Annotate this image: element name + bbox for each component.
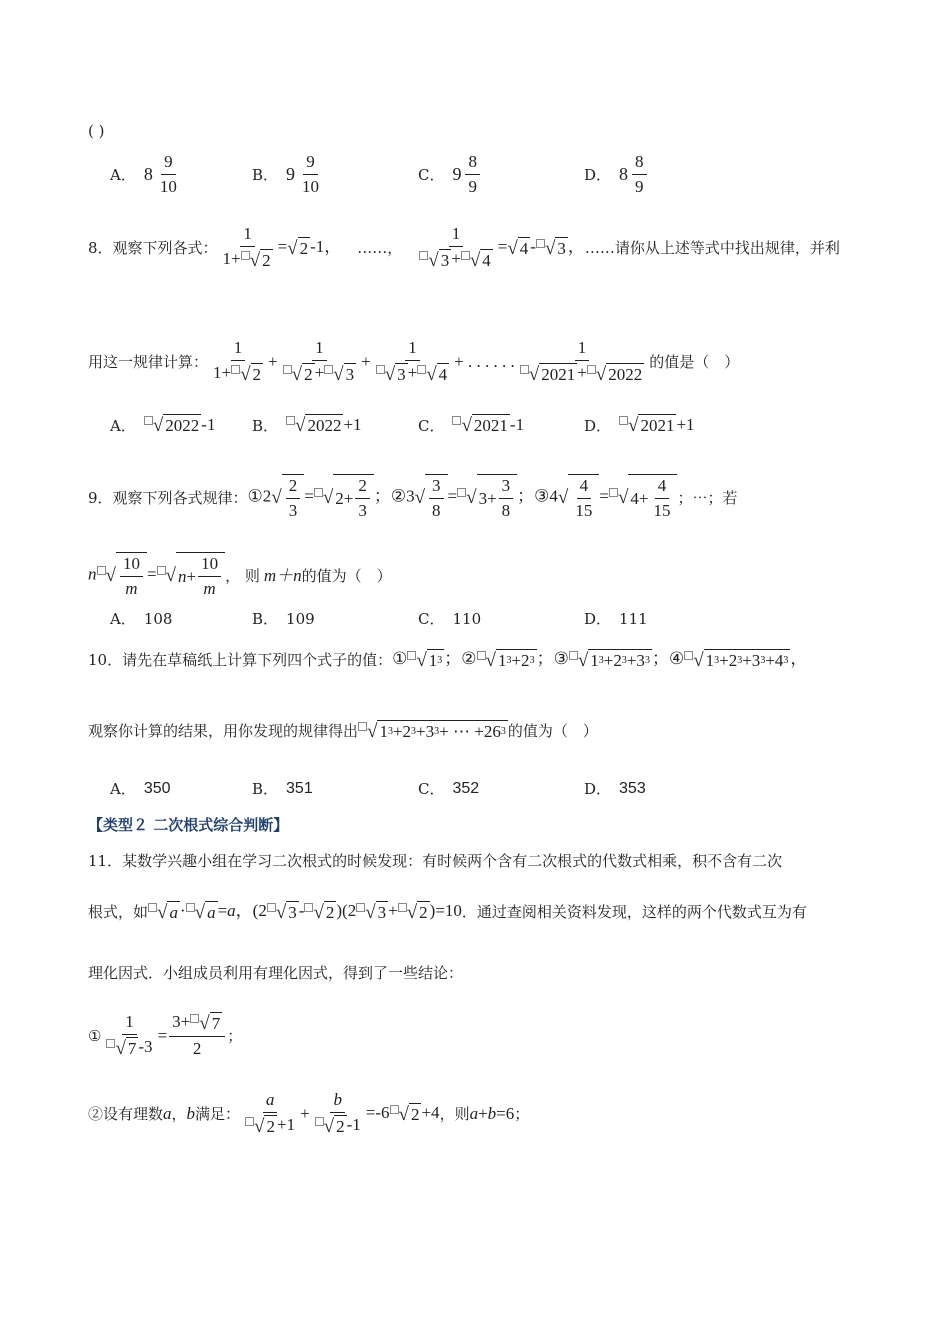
radicand: 2021 [473,416,508,435]
option-value: 109 [286,609,315,628]
radicand: 2022 [307,416,342,435]
item2-end: ； [514,1104,530,1123]
q9-line1: 9．观察下列各式规律： ①2 √ $\frac{2}{3}$ = √ 2+ $\frac{2}{3}$ ； ②3 √ $\frac{3}{8}$ = √ 3+ $\frac{3}{8}$ ； ③4 √ $\frac{4}{15}$ = √ 4+ $\frac{4}{15}$ ；⋯；若 [88,476,738,520]
q10-line1: 10．请先在草稿纸上计算下列四个式子的值： ① √ 1 3 ； ② √ 1 3 +2 3 ； ③ √ 1 3 +2 3 +3 3 ； ④ √ 1 3 +2 3 +3 3 +4 3 ， [88,649,808,671]
frac-num: 8 [465,152,480,175]
q8-option-b[interactable]: B． √ 2022 +1 [252,414,362,436]
q8-stem: 8．观察下列各式： [88,238,218,257]
option-tail: -1 [201,415,216,434]
q7-options [110,152,810,202]
q7-option-b[interactable] [252,152,324,197]
option-tail: -1 [509,415,525,434]
mixed-whole: 9 [286,164,296,184]
frac-den: 9 [635,177,644,196]
q11-line1: 11．某数学兴趣小组在学习二次根式的时候发现：有时候两个含有二次根式的代数式相乘，积不含有二次 [88,852,783,870]
q9-stem: 9．观察下列各式规律： [88,488,248,507]
option-letter: B． [252,610,279,628]
q10-line2: 观察你计算的结果，用你发现的规律得出 √ 1 3 +2 3 +3 3 + ⋯ +26 3 的值为（ ） [88,720,598,742]
item2-stem: ②设有理数 [88,1104,164,1123]
q9-option-b[interactable] [252,608,315,629]
q10-stem: 10．请先在草稿纸上计算下列四个式子的值： [88,650,393,669]
option-letter: D． [584,780,612,798]
frac-den: 9 [468,177,477,196]
option-tail: +1 [676,415,695,434]
q8-option-c[interactable]: C． √ 2021 -1 [418,414,525,436]
q9-expression: m＋n [263,565,302,585]
option-value: 350 [143,779,171,797]
q8-sum-last: 1 √ 2021 + √ 2022 [517,338,647,385]
mixed-whole: 9 [452,164,462,184]
q9-option-a[interactable] [110,608,172,629]
section-title: 【类型２ 二次根式综合判断】 [88,816,289,834]
q8-dots: ……， [357,238,403,257]
radicand: 2021 [640,416,675,435]
q8-sum-term1: 1 1+ √ 2 [213,338,262,385]
q8-option-a[interactable]: A． √ 2022 -1 [110,414,216,436]
frac-den: 10 [159,177,177,196]
q11-line3: 理化因式．小组成员利用有理化因式，得到了一些结论： [88,964,464,982]
radicand: 2022 [165,416,200,435]
q8-example2: 1 √ 3 + √ 4 [416,224,495,271]
q9-line2: n √ $\frac{10}{m}$ = √ n + $\frac{10}{m}$ ， 则 m＋n 的值为（ ） [88,554,392,598]
frac-num: 9 [303,152,318,175]
q11-line2: 根式，如 √ a · √ a =a， (2 √ 3 - √ 2 )(2 √ 3 + √ 2 )=10 ．通过查阅相关资料发现，这样的两个代数式互为有 [88,901,807,923]
item2-then: ，则 [439,1104,470,1123]
option-letter: D． [584,166,612,184]
q8-option-d[interactable]: D． √ 2021 +1 [584,414,695,436]
q8-stem2: 用这一规律计算： [88,352,209,371]
option-letter: B． [252,416,279,435]
q7-option-c[interactable] [418,152,482,197]
q8-sum-term3: 1 √ 3 + √ 4 [373,338,452,385]
option-letter: D． [584,416,612,435]
q9-tail: ；⋯；若 [677,488,738,507]
option-letter: B． [252,166,279,184]
q8-sum-term2: 1 √ 2 + √ 3 [280,338,359,385]
q9-option-d[interactable] [584,608,648,629]
option-value: 351 [286,779,313,797]
option-value: 111 [619,609,648,628]
q7-bracket: ( ) [88,122,105,140]
item-marker: ① [88,1026,102,1045]
option-letter: C． [418,780,445,798]
option-tail: +1 [343,415,362,434]
q7-option-a[interactable] [110,152,182,197]
q11-item1: ① 1 √ 7 -3 = 3+ √ 7 2 ； [88,1012,243,1059]
q8-line1: 8．观察下列各式： 1 1+ √ 2 = √ 2 -1， ……， 1 √ 3 + √ 4 = √ 4 - √ 3 ， ……请你从上述等式中找出规律，并利 [88,224,840,271]
mixed-whole: 8 [619,164,629,184]
q10-option-c[interactable] [418,778,479,799]
option-letter: C． [418,610,445,628]
frac-num: 9 [161,152,176,175]
option-letter: D． [584,610,612,628]
option-value: 108 [143,609,173,628]
q9-then: ， 则 [225,566,260,585]
option-letter: A． [110,780,136,798]
option-value: 110 [452,609,482,628]
option-letter: A． [110,610,136,628]
q10-option-d[interactable] [584,778,646,799]
q10-options [110,778,810,800]
q11-line2-text: ．通过查阅相关资料发现，这样的两个代数式互为有 [461,902,807,921]
q10-stem2: 观察你计算的结果，用你发现的规律得出 [88,722,359,740]
q10-option-a[interactable] [110,778,171,799]
item2-mid: 满足： [195,1104,241,1123]
q7-option-d[interactable] [584,152,649,197]
option-letter: B． [252,780,279,798]
q9-option-c[interactable] [418,608,481,629]
option-letter: C． [418,166,445,184]
q9-options [110,608,810,630]
q8-instruction: ……请你从上述等式中找出规律，并利 [584,238,840,257]
q8-example1: 1 1+ √ 2 [222,224,271,271]
option-value: 353 [619,779,646,797]
q11-stem2: 根式，如 [88,902,149,921]
option-letter: A． [110,166,136,184]
q11-item2: ②设有理数 a ， b 满足： a √ 2 +1 + b √ 2 -1 =-6 √ 2 +4 ，则 a+b=6 ； [88,1090,530,1137]
q10-question: 的值为（ ） [507,722,598,740]
option-letter: C． [418,416,445,435]
q8-options [110,414,810,448]
q8-question: 的值是（ ） [649,352,740,371]
frac-den: 10 [302,177,320,196]
mixed-whole: 8 [143,164,153,184]
option-value: 352 [452,779,480,797]
option-letter: A． [110,416,136,435]
frac-num: 8 [632,152,647,175]
q8-line2: 用这一规律计算： 1 1+ √ 2 + 1 √ 2 + √ 3 + 1 √ 3 + √ 4 + . . . . . . 1 √ 2021 + √ 2022 的值是（ ） [88,338,740,385]
q9-question: 的值为（ ） [301,566,392,585]
q10-option-b[interactable] [252,778,313,799]
